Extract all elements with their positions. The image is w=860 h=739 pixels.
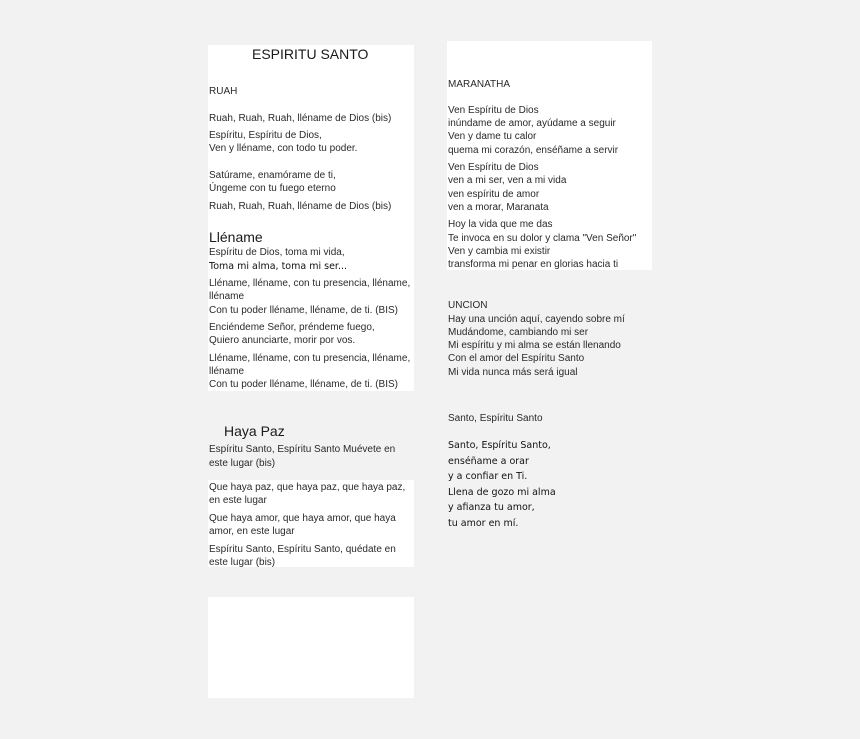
lyric-line: Quiero anunciarte, morir por vos. — [209, 335, 356, 346]
lyric-line: Con el amor del Espíritu Santo — [448, 353, 585, 364]
lyric-line: Espíritu Santo, Espíritu Santo Muévete en — [209, 444, 396, 455]
lyric-line: Espíritu de Dios, toma mi vida, — [209, 247, 345, 258]
lyric-line: inúndame de amor, ayúdame a seguir — [448, 118, 616, 129]
lyric-line: amor, en este lugar — [209, 526, 295, 537]
lyric-line: ven a morar, Maranata — [448, 202, 549, 213]
section-heading-uncion: UNCION — [448, 300, 488, 311]
lyric-line: Ven y lléname, con todo tu poder. — [209, 143, 358, 154]
page-title: ESPIRITU SANTO — [252, 46, 369, 62]
lyric-line: lléname — [209, 366, 245, 377]
panel-blank — [208, 597, 414, 698]
lyric-line: Hoy la vida que me das — [448, 219, 553, 230]
lyric-line: Hay una unción aquí, cayendo sobre mí — [448, 314, 625, 325]
section-heading-santo: Santo, Espíritu Santo — [448, 413, 543, 424]
lyric-line: Que haya amor, que haya amor, que haya — [209, 513, 396, 524]
lyric-line: Ven y cambia mi existir — [448, 246, 551, 257]
lyric-line: Llena de gozo mi alma — [448, 487, 556, 498]
lyric-line: Que haya paz, que haya paz, que haya paz, — [209, 482, 406, 493]
lyric-line: ven a mi ser, ven a mi vida — [448, 175, 567, 186]
lyric-line: Úngeme con tu fuego eterno — [209, 183, 336, 194]
lyric-line: Lléname, lléname, con tu presencia, lléname, — [209, 353, 411, 364]
lyric-line: Espíritu Santo, Espíritu Santo, quédate en — [209, 544, 396, 555]
lyric-line: Lléname, lléname, con tu presencia, lléname, — [209, 278, 411, 289]
lyric-line: este lugar (bis) — [209, 458, 276, 469]
section-heading-llename: Lléname — [209, 229, 263, 245]
lyric-line: ven espíritu de amor — [448, 189, 540, 200]
lyric-line: Ven Espíritu de Dios — [448, 162, 539, 173]
lyric-line: Ruah, Ruah, Ruah, lléname de Dios (bis) — [209, 201, 392, 212]
section-heading-ruah: RUAH — [209, 86, 238, 97]
lyric-line: Ven y dame tu calor — [448, 131, 537, 142]
section-heading-haya-paz: Haya Paz — [224, 423, 285, 439]
lyric-line: Satúrame, enamórame de ti, — [209, 170, 336, 181]
lyric-line: y afianza tu amor, — [448, 502, 535, 513]
lyric-line: Con tu poder lléname, lléname, de ti. (BIS) — [209, 379, 398, 390]
lyric-line: Ven Espíritu de Dios — [448, 105, 539, 116]
lyric-line: Mudándome, cambiando mi ser — [448, 327, 589, 338]
lyric-line: lléname — [209, 291, 245, 302]
lyric-line: y a confiar en Ti. — [448, 471, 528, 482]
lyric-line: enséñame a orar — [448, 456, 529, 467]
lyric-line: Mi espíritu y mi alma se están llenando — [448, 340, 621, 351]
lyric-line: en este lugar — [209, 495, 267, 506]
lyric-line: tu amor en mí. — [448, 518, 519, 529]
lyric-line: Santo, Espíritu Santo, — [448, 440, 551, 451]
lyric-line: Ruah, Ruah, Ruah, lléname de Dios (bis) — [209, 113, 392, 124]
lyric-line: transforma mi penar en glorias hacia ti — [448, 259, 619, 270]
section-heading-maranatha: MARANATHA — [448, 79, 511, 90]
lyric-line: Con tu poder lléname, lléname, de ti. (BIS) — [209, 305, 398, 316]
lyric-line: Te invoca en su dolor y clama "Ven Señor" — [448, 233, 637, 244]
lyric-line: Toma mi alma, toma mi ser... — [209, 261, 348, 272]
lyric-line: Mi vida nunca más será igual — [448, 367, 578, 378]
lyric-line: Espíritu, Espíritu de Dios, — [209, 130, 322, 141]
lyric-line: quema mi corazón, enséñame a servir — [448, 145, 619, 156]
lyric-line: Enciéndeme Señor, préndeme fuego, — [209, 322, 375, 333]
lyric-line: este lugar (bis) — [209, 557, 276, 568]
